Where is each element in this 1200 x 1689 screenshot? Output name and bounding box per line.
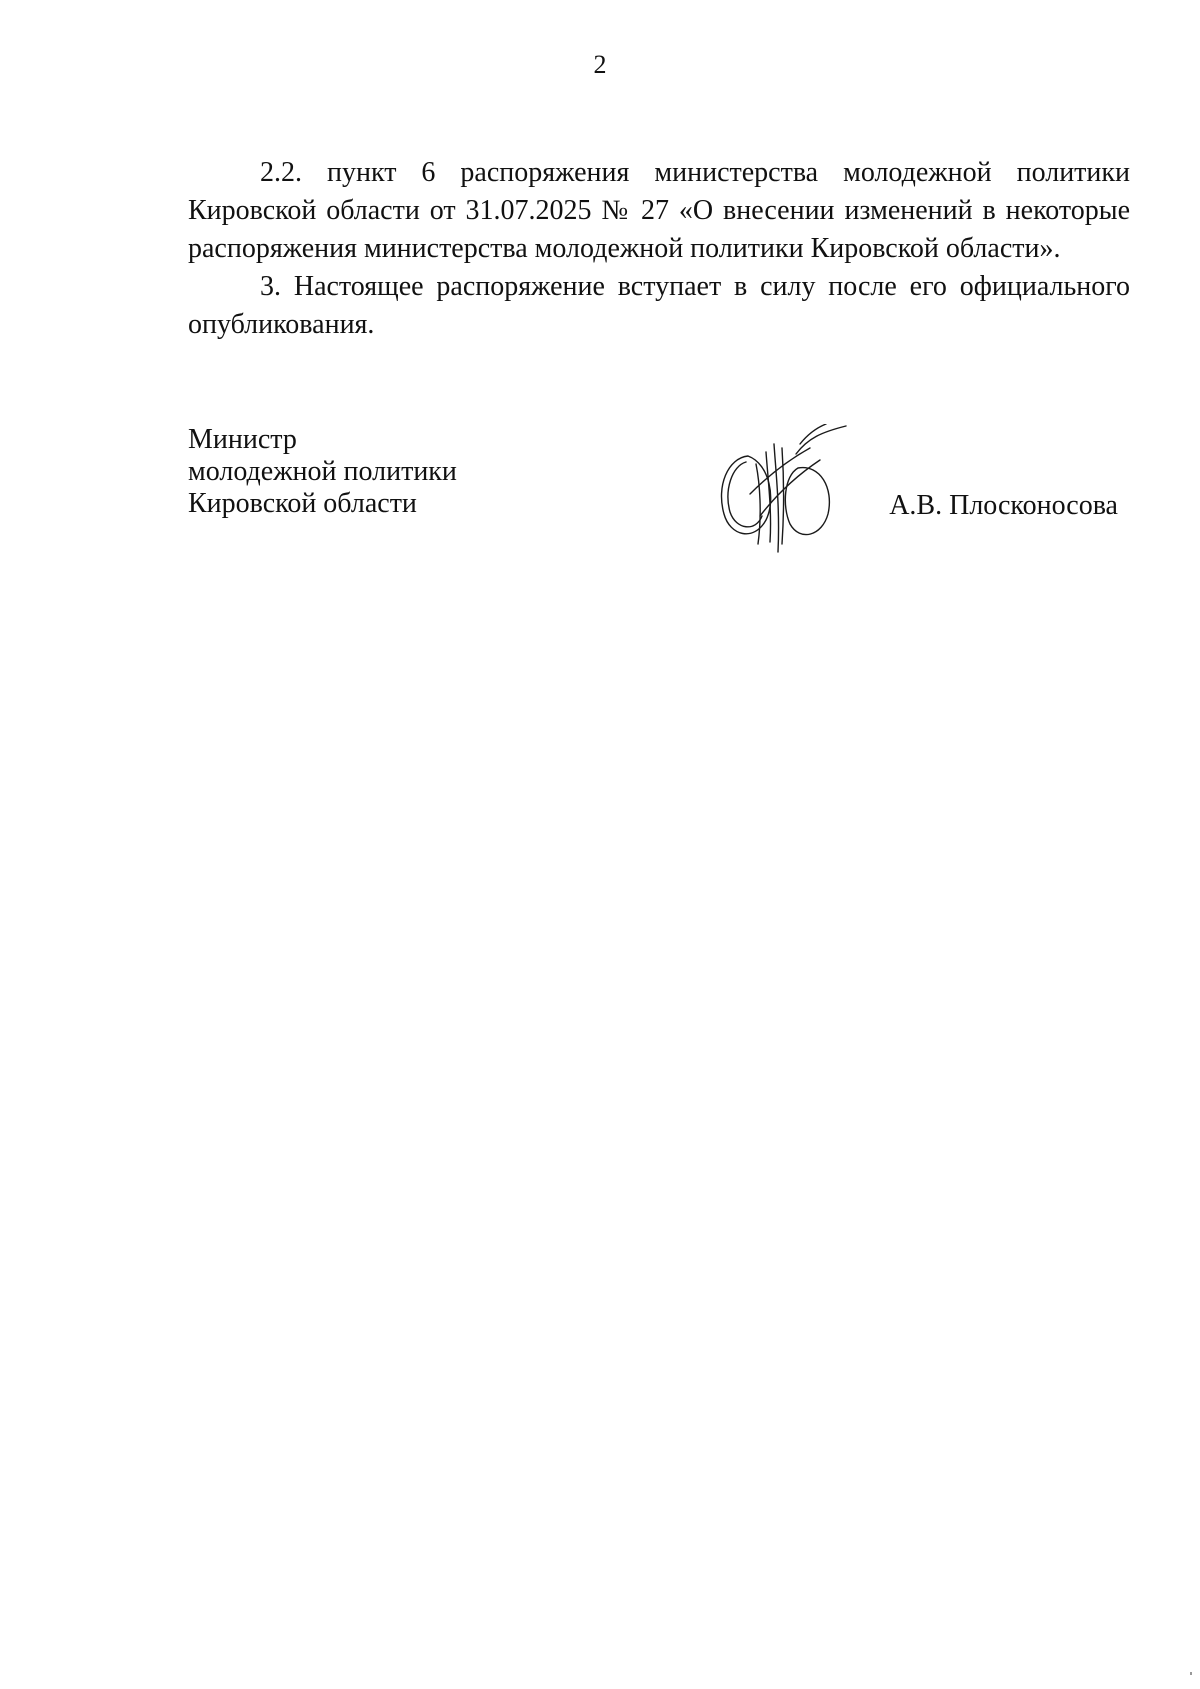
position-line-2: молодежной политики (188, 456, 457, 487)
page-number: 2 (593, 50, 607, 79)
paragraph-3: 3. Настоящее распоряжение вступает в силу после его официального опубликования. (188, 271, 1130, 340)
document-body (188, 154, 1130, 344)
signature-block (188, 424, 1130, 564)
signatory-name: А.В. Плосконосова (889, 490, 1118, 521)
scan-edge-mark (1190, 1672, 1192, 1675)
paragraph-2-2: 2.2. пункт 6 распоряжения министерства молодежной политики Кировской области от 31.07.2025 № 27 «О внесении изменений в некоторые распоряжения министерства молодежной политики Кировской области». (188, 157, 1130, 264)
position-line-1: Министр (188, 424, 297, 455)
position-line-3: Кировской области (188, 488, 417, 519)
handwritten-signature-icon (710, 424, 860, 564)
signatory-position (188, 424, 457, 520)
